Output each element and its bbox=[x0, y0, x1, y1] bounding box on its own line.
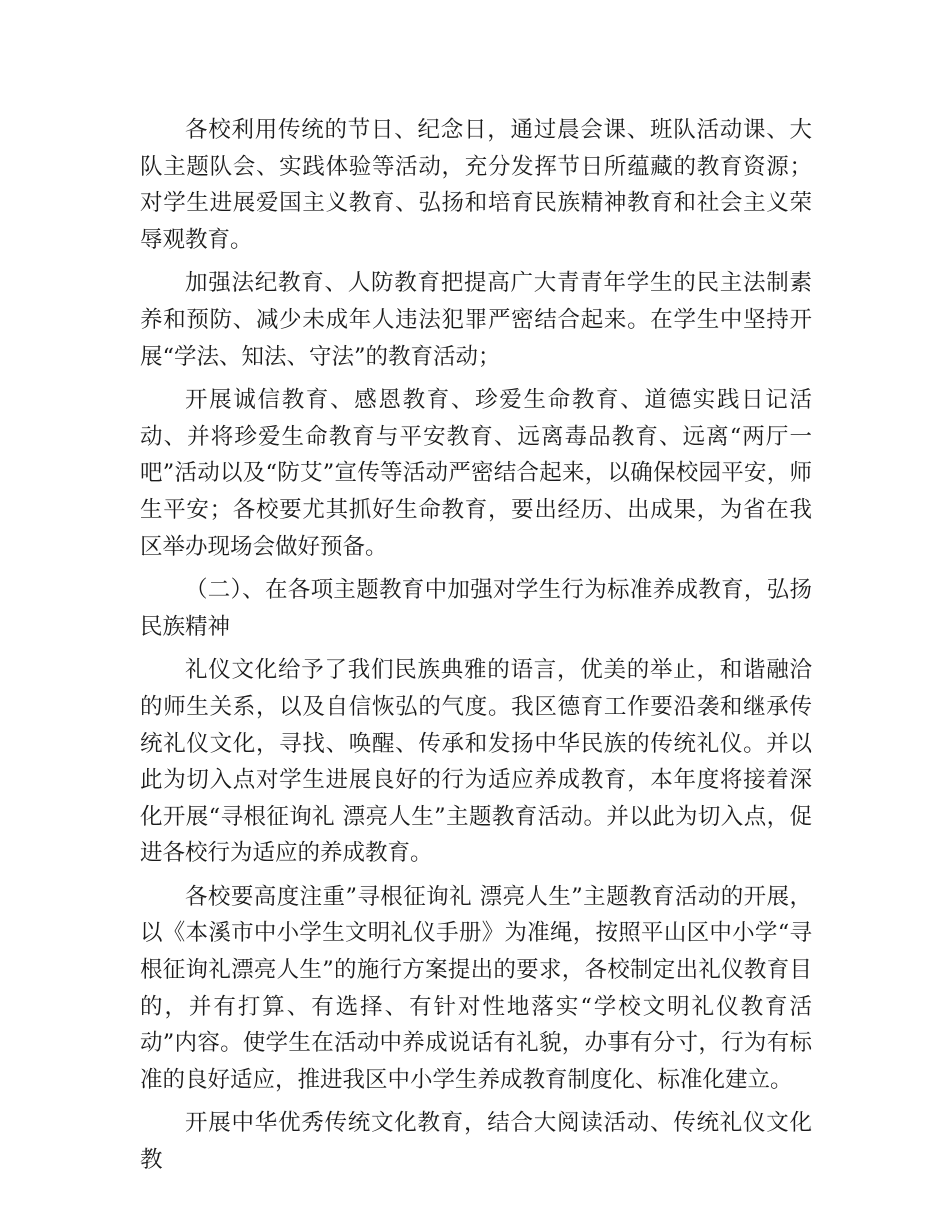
paragraph-traditional-culture: 开展中华优秀传统文化教育，结合大阅读活动、传统礼仪文化教 bbox=[140, 1110, 812, 1174]
paragraph-etiquette-culture: 礼仪文化给予了我们民族典雅的语言，优美的举止，和谐融洽的师生关系，以及自信恢弘的气度。我区德育工作要沿袭和继承传统礼仪文化，寻找、唤醒、传承和发扬中华民族的传统礼仪。并以此为切入点对学生进展良好的行为适应养成教育，本年度将接着深化开展“寻根征询礼 漂亮人生”主题教育活动。并以此为切入点，促进各校行为适应的养成教育。 bbox=[140, 657, 812, 867]
paragraph-integrity-education: 开展诚信教育、感恩教育、珍爱生命教育、道德实践日记活动、并将珍爱生命教育与平安教育、远离毒品教育、远离“两厅一吧”活动以及“防艾”宣传等活动严密结合起来，以确保校园平安，师生平安；各校要尤其抓好生命教育，要出经历、出成果，为省在我区举办现场会做好预备。 bbox=[140, 387, 812, 560]
paragraph-festival-education: 各校利用传统的节日、纪念日，通过晨会课、班队活动课、大队主题队会、实践体验等活动，充分发挥节日所蕴藏的教育资源；对学生进展爱国主义教育、弘扬和培育民族精神教育和社会主义荣辱观教育。 bbox=[140, 117, 812, 253]
paragraph-legal-education: 加强法纪教育、人防教育把提高广大青青年学生的民主法制素养和预防、减少未成年人违法犯罪严密结合起来。在学生中坚持开展“学法、知法、守法”的教育活动； bbox=[140, 270, 812, 370]
paragraph-etiquette-activity: 各校要高度注重”寻根征询礼 漂亮人生”主题教育活动的开展，以《本溪市中小学生文明礼仪手册》为准绳，按照平山区中小学“寻根征询礼漂亮人生”的施行方案提出的要求，各校制定出礼仪教育目的，并有打算、有选择、有针对性地落实“学校文明礼仪教育活动”内容。使学生在活动中养成说话有礼貌，办事有分寸，行为有标准的良好适应，推进我区中小学生养成教育制度化、标准化建立。 bbox=[140, 883, 812, 1093]
section-heading-2: （二）、在各项主题教育中加强对学生行为标准养成教育，弘扬民族精神 bbox=[140, 577, 812, 640]
document-body bbox=[140, 112, 812, 1186]
